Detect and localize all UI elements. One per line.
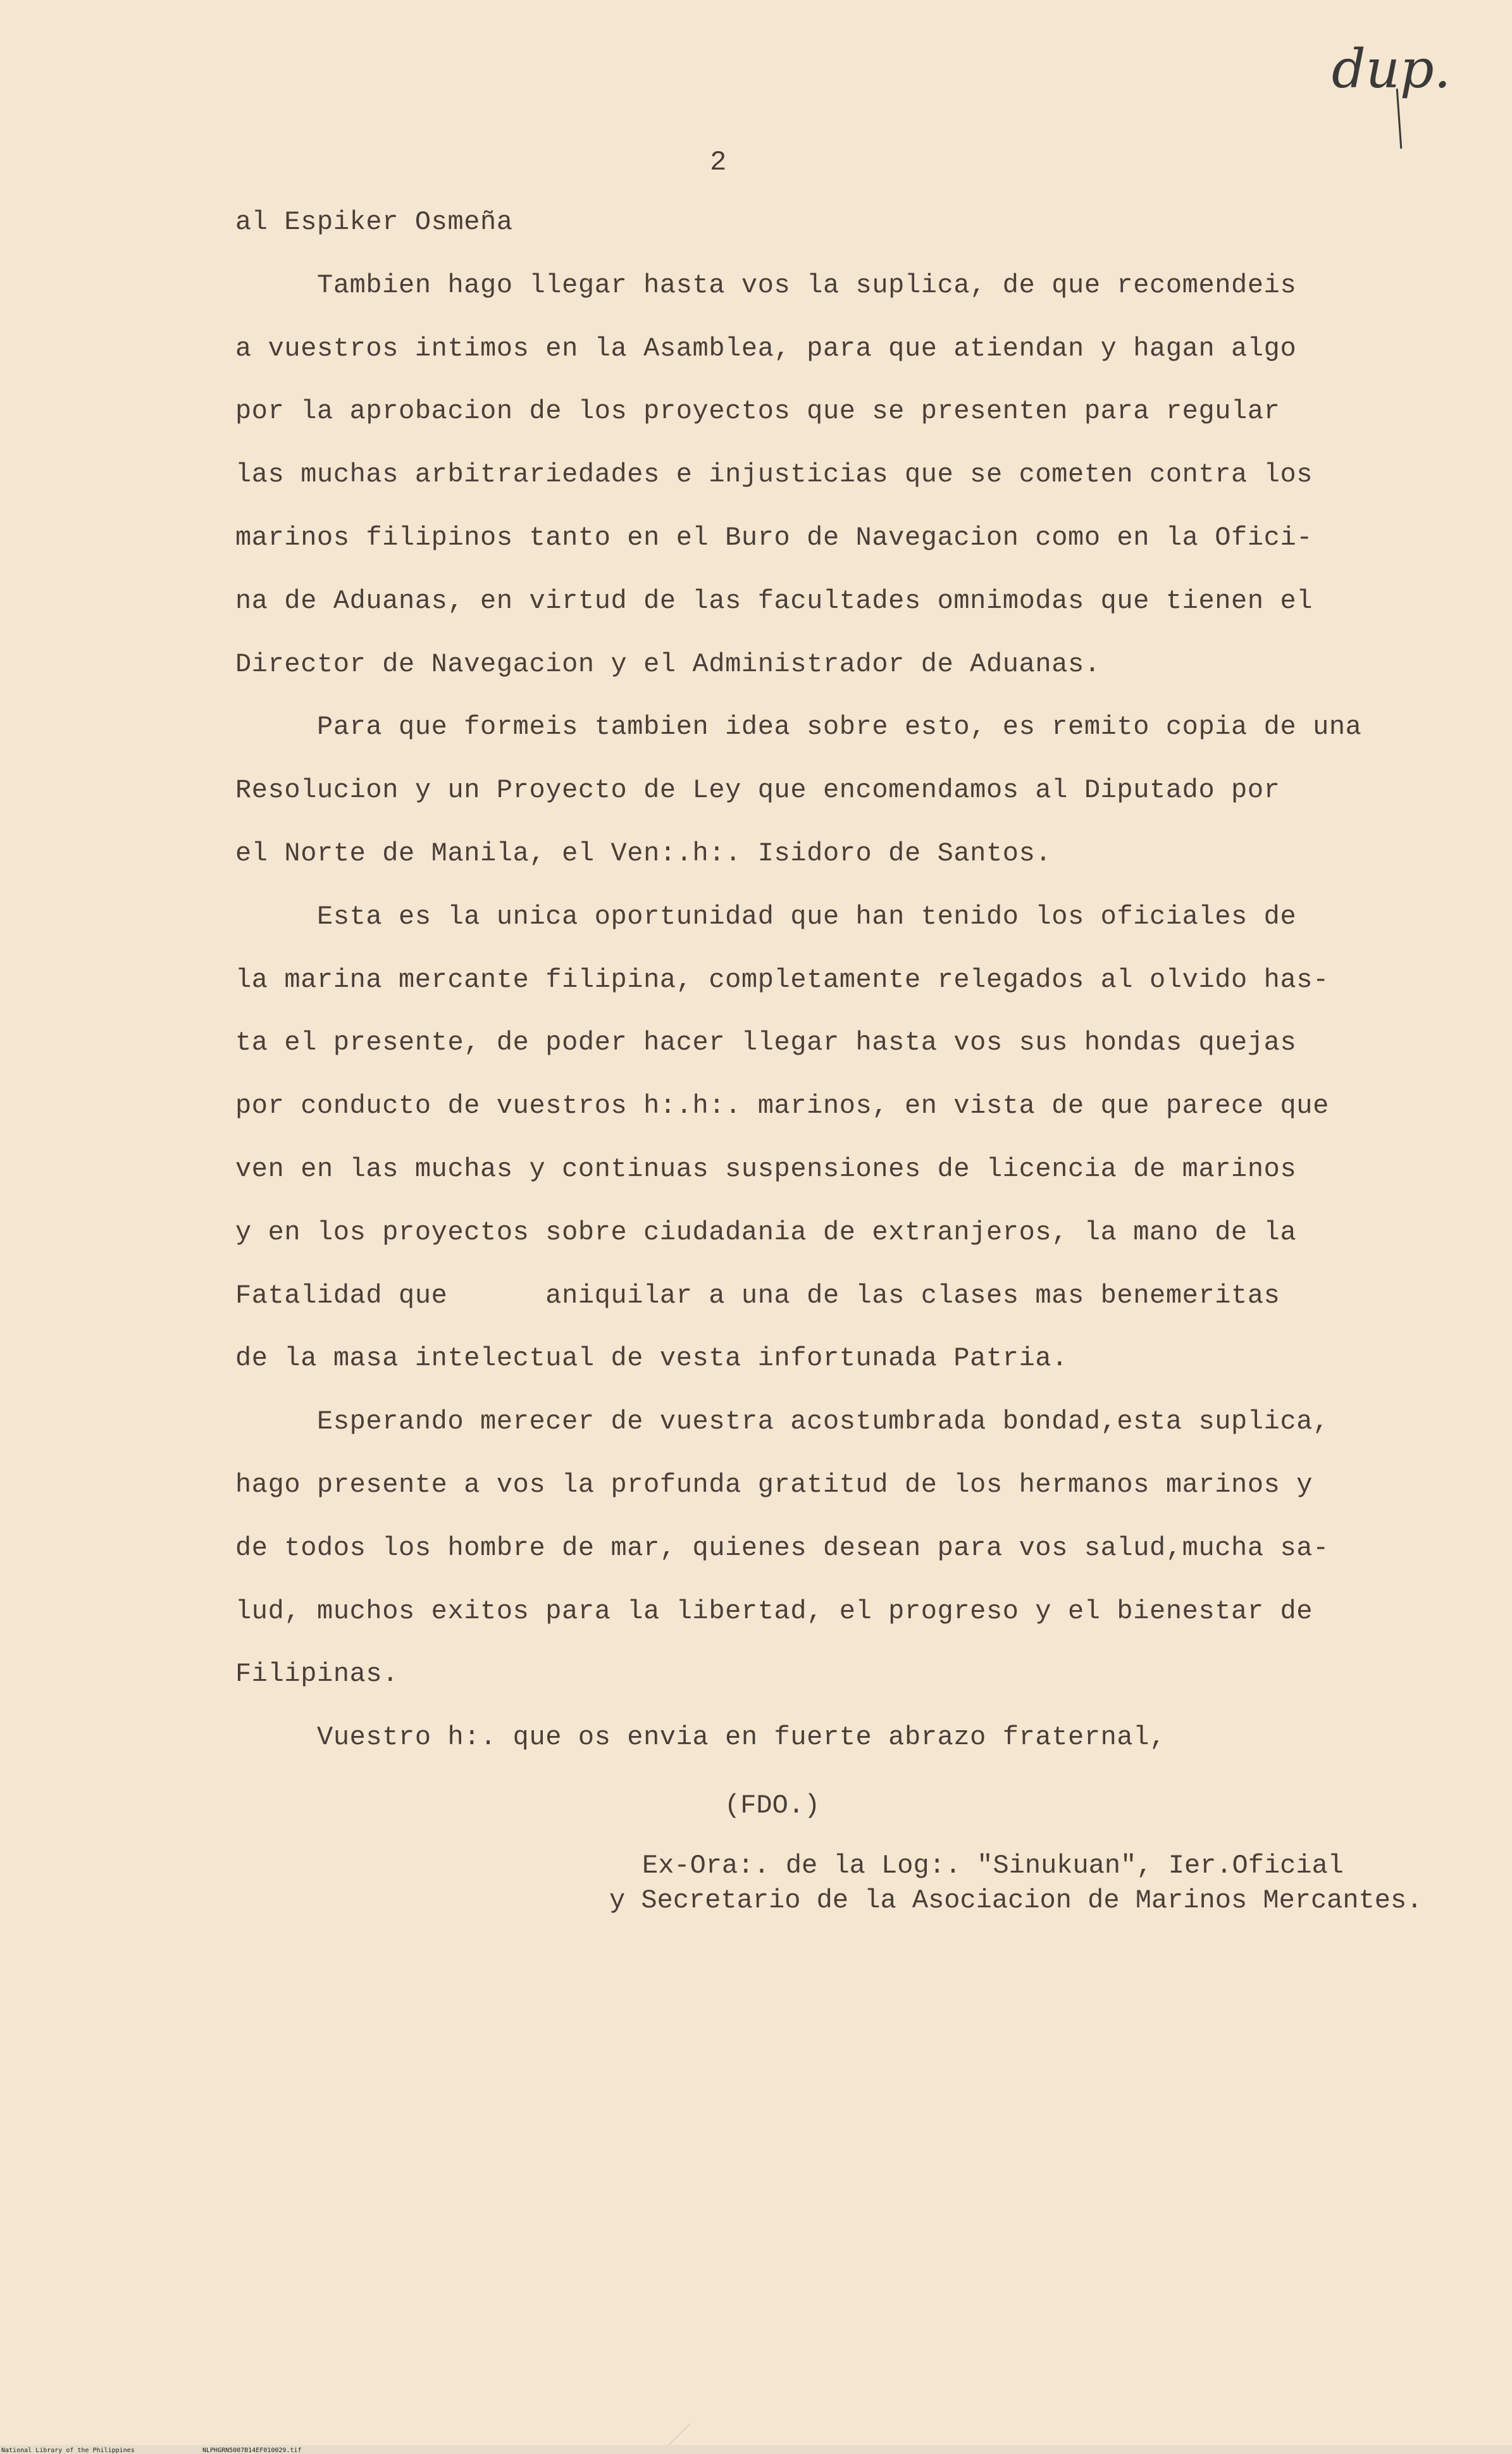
- text-line: Tambien hago llegar hasta vos la suplica, de que recomendeis: [235, 270, 1297, 301]
- page-number: 2: [710, 147, 727, 178]
- file-id-label: NLPHGRN5007B14EF010029.tif: [202, 2447, 302, 2454]
- text-line: Resolucion y un Proyecto de Ley que encomendamos al Diputado por: [235, 775, 1280, 805]
- text-line: na de Aduanas, en virtud de las facultades omnimodas que tienen el: [235, 586, 1313, 616]
- text-line: Esperando merecer de vuestra acostumbrada bondad,esta suplica,: [235, 1406, 1329, 1437]
- text-line: hago presente a vos la profunda gratitud de los hermanos marinos y: [235, 1470, 1313, 1500]
- text-line: ta el presente, de poder hacer llegar hasta vos sus hondas quejas: [235, 1027, 1297, 1058]
- text-line: por conducto de vuestros h:.h:. marinos, en vista de que parece que: [235, 1091, 1329, 1121]
- text-line: la marina mercante filipina, completamente relegados al olvido has-: [235, 965, 1329, 995]
- text-line: lud, muchos exitos para la libertad, el progreso y el bienestar de: [235, 1596, 1313, 1627]
- text-line: al Espiker Osmeña: [235, 207, 513, 237]
- text-line: de la masa intelectual de vesta infortunada Patria.: [235, 1343, 1069, 1373]
- text-line: a vuestros intimos en la Asamblea, para que atiendan y hagan algo: [235, 333, 1297, 364]
- text-line: Para que formeis tambien idea sobre esto, es remito copia de una: [235, 712, 1362, 742]
- text-line: el Norte de Manila, el Ven:.h:. Isidoro de Santos.: [235, 838, 1052, 869]
- text-line: ven en las muchas y continuas suspensiones de licencia de marinos: [235, 1154, 1297, 1184]
- handwritten-annotation: dup.: [1332, 38, 1451, 100]
- signature-fdo: (FDO.): [724, 1790, 821, 1821]
- text-line: Filipinas.: [235, 1659, 399, 1689]
- text-line: Director de Navegacion y el Administrador de Aduanas.: [235, 649, 1101, 679]
- text-line: de todos los hombre de mar, quienes desean para vos salud,mucha sa-: [235, 1533, 1329, 1563]
- text-line: las muchas arbitrariedades e injusticias que se cometen contra los: [235, 459, 1313, 490]
- signature-line-1: Ex-Ora:. de la Log:. "Sinukuan", Ier.Oficial: [642, 1850, 1344, 1881]
- archive-label: National Library of the Philippines: [1, 2447, 135, 2454]
- text-line: Vuestro h:. que os envia en fuerte abrazo fraternal,: [235, 1722, 1166, 1752]
- text-line: marinos filipinos tanto en el Buro de Navegacion como en la Ofici-: [235, 523, 1313, 553]
- text-line: por la aprobacion de los proyectos que se presenten para regular: [235, 396, 1280, 426]
- text-line: y en los proyectos sobre ciudadania de extranjeros, la mano de la: [235, 1217, 1297, 1248]
- text-line: Fatalidad que aniquilar a una de las clases mas benemeritas: [235, 1280, 1280, 1311]
- text-line: Esta es la unica oportunidad que han tenido los oficiales de: [235, 902, 1297, 932]
- signature-line-2: y Secretario de la Asociacion de Marinos Mercantes.: [609, 1885, 1423, 1916]
